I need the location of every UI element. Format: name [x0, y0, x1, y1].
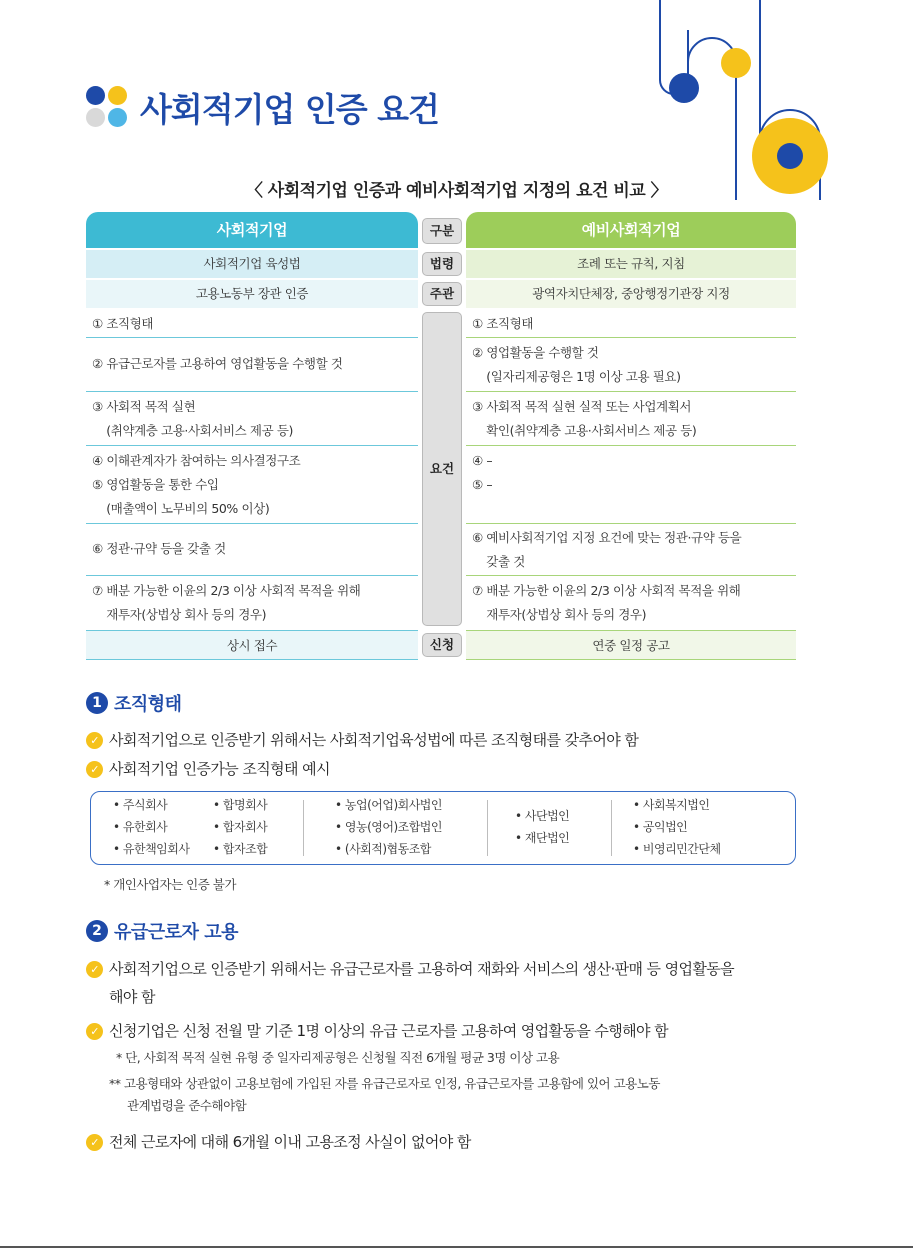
section-1-heading — [86, 690, 182, 716]
header-category: 구분 — [422, 218, 462, 244]
req-left-2: ② 유급근로자를 고용하여 영업활동을 수행할 것 — [86, 338, 418, 392]
req-right-1: ① 조직형태 — [466, 310, 796, 338]
section-2-note-2: ** 고용형태와 상관없이 고용보험에 가입된 자를 유급근로자로 인정, 유급근로자를 고용함에 있어 고용노동 관계법령을 준수해야함 — [109, 1076, 660, 1113]
section-1-number: 1 — [86, 692, 108, 714]
req-right-7: ⑦ 배분 가능한 이윤의 2/3 이상 사회적 목적을 위해 재투자(상법상 회사 등의 경우) — [472, 583, 741, 622]
section-2-bullet-2: ✓ 신청기업은 신청 전월 말 기준 1명 이상의 유급 근로자를 고용하여 영업활동을 수행해야 함 — [86, 1017, 806, 1045]
check-icon: ✓ — [86, 1134, 103, 1151]
req-right-3: ③ 사회적 목적 실현 실적 또는 사업계획서 확인(취약계층 고용·사회서비스 제공 등) — [466, 392, 796, 446]
org-group-3: • 농업(어업)회사법인 • 영농(영어)조합법인 • (사회적)협동조합 — [335, 798, 442, 856]
divider — [611, 800, 612, 856]
req-right-6: ⑥ 예비사회적기업 지정 요건에 맞는 정관·규약 등을 갖출 것 — [466, 524, 796, 576]
page-title-row — [86, 84, 439, 131]
section-2-note-1: * 단, 사회적 목적 실현 유형 중 일자리제공형은 신청월 직전 6개월 평균 3명 이상 고용 — [116, 1050, 560, 1065]
req-right-4-5: ④ – ⑤ – — [466, 446, 796, 524]
org-group-1: • 주식회사 • 유한회사 • 유한책임회사 — [113, 798, 190, 856]
org-group-5: • 사회복지법인 • 공익법인 • 비영리민간단체 — [633, 798, 721, 856]
divider — [487, 800, 488, 856]
org-group-2: • 합명회사 • 합자회사 • 합자조합 — [213, 798, 268, 856]
section-2-bullet-3: ✓ 전체 근로자에 대해 6개월 이내 고용조정 사실이 없어야 함 — [86, 1128, 806, 1156]
req-right-2: ② 영업활동을 수행할 것 (일자리제공형은 1명 이상 고용 필요) — [466, 338, 796, 392]
req-left-6: ⑥ 정관·규약 등을 갖출 것 — [86, 524, 418, 576]
section-2-title: 유급근로자 고용 — [114, 922, 238, 943]
law-left: 사회적기업 육성법 — [86, 250, 418, 278]
auth-left: 고용노동부 장관 인증 — [86, 280, 418, 308]
org-group-4: • 사단법인 • 재단법인 — [515, 809, 570, 845]
section-1-note: * 개인사업자는 인증 불가 — [104, 877, 236, 892]
check-icon: ✓ — [86, 732, 103, 749]
requirements-label: 요건 — [422, 312, 462, 626]
four-dots-icon — [86, 86, 130, 130]
page-title: 사회적기업 인증 요건 — [140, 90, 439, 129]
page-bottom-rule — [0, 1246, 913, 1248]
law-label: 법령 — [422, 252, 462, 276]
decorative-circles-graphic — [640, 0, 840, 200]
section-1-bullet-2: ✓ 사회적기업 인증가능 조직형태 예시 — [86, 755, 806, 783]
header-pre-social-enterprise: 예비사회적기업 — [466, 212, 796, 248]
apply-right: 연중 일정 공고 — [466, 630, 796, 660]
req-left-7: ⑦ 배분 가능한 이윤의 2/3 이상 사회적 목적을 위해 재투자(상법상 회사 등의 경우) — [92, 583, 361, 622]
check-icon: ✓ — [86, 961, 103, 978]
apply-label: 신청 — [422, 633, 462, 657]
apply-left: 상시 접수 — [86, 630, 418, 660]
section-1-title: 조직형태 — [114, 694, 182, 715]
divider — [303, 800, 304, 856]
org-form-examples-box — [90, 791, 796, 865]
section-2-heading — [86, 918, 238, 944]
check-icon: ✓ — [86, 1023, 103, 1040]
table-caption: 〈 사회적기업 인증과 예비사회적기업 지정의 요건 비교 〉 — [245, 181, 668, 201]
section-1-bullet-1: ✓ 사회적기업으로 인증받기 위해서는 사회적기업육성법에 따른 조직형태를 갖추어야 함 — [86, 726, 806, 754]
header-social-enterprise: 사회적기업 — [86, 212, 418, 248]
section-2-number: 2 — [86, 920, 108, 942]
law-right: 조례 또는 규칙, 지침 — [466, 250, 796, 278]
req-left-3: ③ 사회적 목적 실현 (취약계층 고용·사회서비스 제공 등) — [86, 392, 418, 446]
req-left-4-5: ④ 이해관계자가 참여하는 의사결정구조 ⑤ 영업활동을 통한 수입 (매출액이 노무비의 50% 이상) — [86, 446, 418, 524]
check-icon: ✓ — [86, 761, 103, 778]
auth-right: 광역자치단체장, 중앙행정기관장 지정 — [466, 280, 796, 308]
auth-label: 주관 — [422, 282, 462, 306]
section-2-bullet-1: ✓ 사회적기업으로 인증받기 위해서는 유급근로자를 고용하여 재화와 서비스의 생산·판매 등 영업활동을 해야 함 — [86, 955, 806, 1011]
req-left-1: ① 조직형태 — [86, 310, 418, 338]
